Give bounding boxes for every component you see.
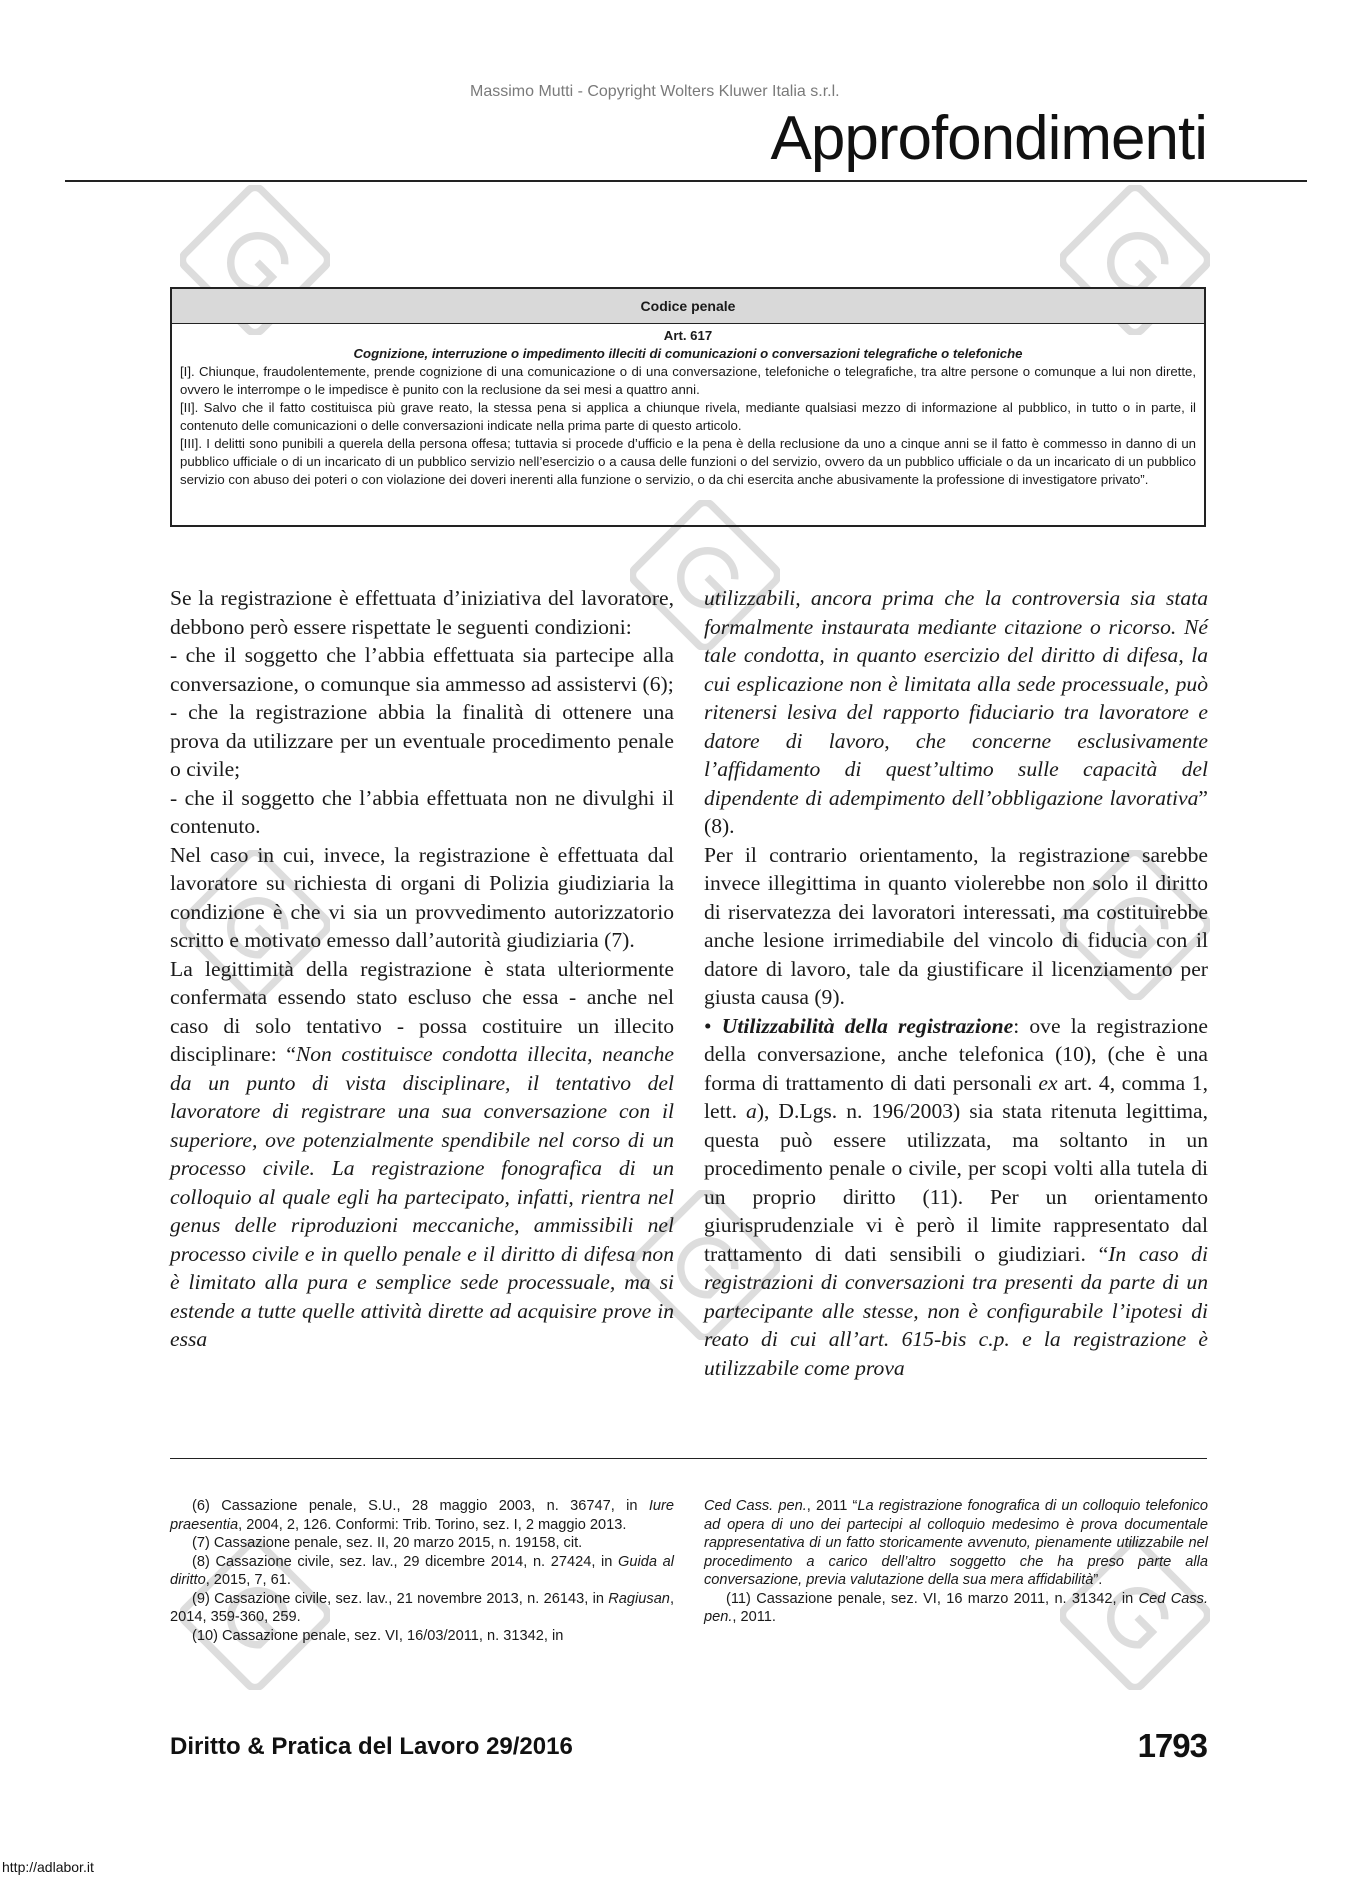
quoted-ruling: In caso di registrazioni di conversazioni tra presenti da parte di un partecipante alle stesse, non è configurabile l’ipotesi di reato di cui all’art. 615-bis c.p. e la registrazione è utilizzabile come prova xyxy=(704,1241,1208,1380)
article-number: Art. 617 xyxy=(663,328,713,343)
footnote-source: Guida al diritto xyxy=(170,1553,674,1588)
footnote-text: , 2015, 7, 61. xyxy=(205,1572,291,1588)
footnotes-divider xyxy=(170,1458,1207,1459)
copyright-notice: Massimo Mutti - Copyright Wolters Kluwer Italia s.r.l. xyxy=(470,83,840,100)
body-text: ” (8). xyxy=(704,785,1208,838)
body-text: ex xyxy=(1038,1070,1058,1095)
article-rubric: Cognizione, interruzione o impedimento illeciti di comunicazioni o conversazioni telegrafiche o telefoniche xyxy=(353,346,1023,361)
article-paragraph: [III]. I delitti sono punibili a querela della persona offesa; tuttavia si procede d’ufficio e la pena è della reclusione da uno a cinque anni se il fatto è commesso in danno di un pubblico ufficiale o di un incaricato di un pubblico servizio nell’esercizio o a causa delle funzioni o del servizio, ovvero da un pubblico ufficiale o da un incaricato di un pubblico servizio con abuso dei poteri o con violazione dei doveri inerenti alla funzione o servizio, o da chi esercita anche abusivamente la professione di investigatore privato”. xyxy=(180,436,1196,487)
body-paragraph xyxy=(704,584,1208,841)
body-paragraph: - che il soggetto che l’abbia effettuata sia partecipe alla conversazione, o comunque sia ammesso ad assistervi (6); xyxy=(170,643,674,696)
journal-title: Diritto & Pratica del Lavoro 29/2016 xyxy=(170,1733,573,1760)
footnote xyxy=(704,1590,1208,1627)
body-paragraph: - che la registrazione abbia la finalità di ottenere una prova da utilizzare per un eventuale procedimento penale o civile; xyxy=(170,700,674,781)
footnote-source: Ced Cass. pen. xyxy=(704,1590,1208,1625)
quoted-ruling: Non costituisce condotta illecita, neanche da un punto di vista disciplinare, il tentativo del lavoratore di registrare una sua conversazione con il superiore, ove potenzialmente spendibile nel corso di un processo civile. La registrazione fonografica di un colloquio al quale egli ha partecipato, infatti, rientra nel genus delle riproduzioni meccaniche, ammissibili nel processo civile e in quello penale e il diritto di difesa non è limitato alla pura e semplice sede processuale, ma si estende a tutte quelle attività dirette ad acquisire prove in essa xyxy=(170,1042,674,1351)
footnote-text: (6) Cassazione penale, S.U., 28 maggio 2003, n. 36747, in xyxy=(192,1498,649,1514)
footnote-source: Iure praesentia xyxy=(170,1498,674,1533)
body-paragraph: Per il contrario orientamento, la registrazione sarebbe invece illegittima in quanto violerebbe non solo il diritto di riservatezza dei lavoratori interessati, ma costituirebbe anche lesione irrimediabile del vincolo di fiducia con il datore di lavoro, tale da giustificare il licenziamento per giusta causa (9). xyxy=(704,842,1208,1009)
article-paragraph: [I]. Chiunque, fraudolentemente, prende cognizione di una comunicazione o di una conversazione, telefoniche o telegrafiche, tra altre persone o comunque a lui non dirette, ovvero le interrompe o le impedisce è punito con la reclusione da sei mesi a quattro anni. xyxy=(180,364,1196,397)
left-column xyxy=(170,584,674,1354)
body-text: La legittimità della registrazione è stata ulteriormente confermata essendo stato escluso che essa - anche nel caso di solo tentativo - possa costituire un illecito disciplinare: “ xyxy=(170,956,674,1066)
footnote-text: (11) Cassazione penale, sez. VI, 16 marzo 2011, n. 31342, in xyxy=(726,1590,1139,1607)
footnote xyxy=(170,1590,674,1627)
header-divider xyxy=(65,180,1307,182)
footnote-text: , 2011. xyxy=(732,1609,776,1625)
code-box xyxy=(170,287,1206,527)
site-link[interactable]: http://adlabor.it xyxy=(2,1859,94,1875)
body-text: : ove la registrazione della conversazione, anche telefonica (10), (che è una forma di trattamento di dati personali xyxy=(704,1013,1208,1095)
footnote-source: Ragiusan xyxy=(608,1590,670,1607)
body-text: ), D.Lgs. n. 196/2003) sia stata ritenuta legittima, questa può essere utilizzata, ma soltanto in un procedimento penale o civile, per scopi volti alla tutela di un proprio diritto (11). Per un orientamento giurisprudenziale vi è però il limite rappresentato dal trattamento di dati sensibili o giudiziari. “ xyxy=(704,1099,1208,1266)
footnote-quote: La registrazione fonografica di un colloquio telefonico ad opera di uno dei partecipi al colloquio medesimo è prova documentale rappresentativa di un fatto storicamente avvenuto, pienamente utilizzabile nel procedimento a carico dell’altro soggetto che ha preso parte alla conversazione, previa valutazione della sua mera affidabilità xyxy=(704,1498,1208,1588)
body-text: art. 4, comma 1, lett. xyxy=(704,1070,1208,1123)
body-paragraph: Se la registrazione è effettuata d’iniziativa del lavoratore, debbono però essere rispettate le seguenti condizioni: xyxy=(170,586,674,639)
body-paragraph: - che il soggetto che l’abbia effettuata non ne divulghi il contenuto. xyxy=(170,785,674,838)
footnote-text: , 2004, 2, 126. Conformi: Trib. Torino, sez. I, 2 maggio 2013. xyxy=(238,1516,627,1533)
footnote-text: ”. xyxy=(1093,1572,1103,1588)
footnote xyxy=(170,1497,674,1534)
footnote: (7) Cassazione penale, sez. II, 20 marzo 2015, n. 19158, cit. xyxy=(192,1535,583,1551)
footnote: (10) Cassazione penale, sez. VI, 16/03/2011, n. 31342, in xyxy=(192,1627,564,1644)
footnotes-right xyxy=(704,1497,1208,1627)
article-paragraph: [II]. Salvo che il fatto costituisca più grave reato, la stessa pena si applica a chiunque rivela, mediante qualsiasi mezzo di informazione al pubblico, in tutto o in parte, il contenuto delle comunicazioni o delle conversazioni indicate nella prima parte di questo articolo. xyxy=(180,400,1196,433)
quoted-ruling: utilizzabili, ancora prima che la controversia sia stata formalmente instaurata mediante citazione o ricorso. Né tale condotta, in quanto esercizio del diritto di difesa, la cui esplicazione non è limitata alla sede processuale, può ritenersi lesiva del rapporto fiduciario tra lavoratore e datore di lavoro, che concerne esclusivamente l’affidamento di quest’ultimo sulle capacità del dipendente di adempimento dell’obbligazione lavorativa xyxy=(704,586,1208,810)
section-title: Approfondimenti xyxy=(770,104,1207,173)
right-column xyxy=(704,584,1208,1382)
footnote xyxy=(170,1553,674,1590)
footnotes-left xyxy=(170,1497,674,1645)
body-paragraph xyxy=(170,955,674,1354)
body-paragraph: Nel caso in cui, invece, la registrazione è effettuata dal lavoratore su richiesta di organi di Polizia giudiziaria la condizione è che vi sia un provvedimento autorizzatorio scritto e motivato emesso dall’autorità giudiziaria (7). xyxy=(170,842,674,952)
footnote xyxy=(704,1497,1208,1590)
body-text: a xyxy=(746,1099,757,1123)
page-number: 1793 xyxy=(1137,1727,1207,1764)
footnote-source: Ced Cass. pen. xyxy=(704,1498,807,1514)
bullet: • xyxy=(704,1013,722,1038)
subsection-heading: Utilizzabilità della registrazione xyxy=(721,1013,1014,1038)
footnote-text: (9) Cassazione civile, sez. lav., 21 novembre 2013, n. 26143, in xyxy=(192,1590,609,1607)
code-box-title: Codice penale xyxy=(172,289,1204,324)
body-paragraph xyxy=(704,1012,1208,1383)
footnote-text: (8) Cassazione civile, sez. lav., 29 dicembre 2014, n. 27424, in xyxy=(192,1553,619,1570)
footnote-text: , 2011 “ xyxy=(806,1498,858,1514)
footnote-text: , 2014, 359-360, 259. xyxy=(170,1590,674,1625)
code-box-body xyxy=(172,324,1204,489)
